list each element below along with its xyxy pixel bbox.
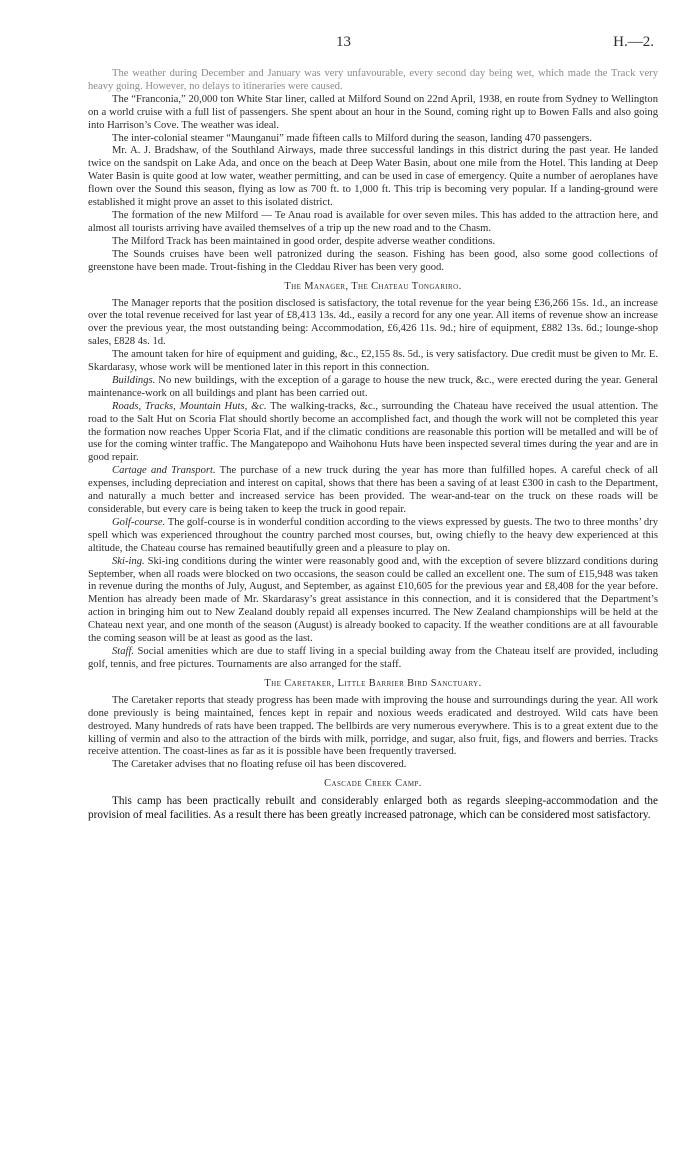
- paragraph: [88, 298, 658, 350]
- paragraph: [88, 465, 658, 517]
- paragraph-text: Ski-ing conditions during the winter were reasonably good and, with the exception of severe blizzard conditions during September, when all roads were blocked on two occasions, the season could be called an excellent one. The sum of £15,948 was taken in revenue during the months of July, August, and September, as against £10,605 for the previous year and £8,408 for the year before. Mention has already been made of Mr. Skardarasy’s great assistance in this connection, and it is considered that the Department’s action in bringing him out to New Zealand doubly repaid all expenses incurred. The New Zealand championships will be held at the Chateau next year, and one month of the season (August) is already booked to capacity. If the weather conditions are at all favourable the coming season will be at least as good as the last.: [88, 555, 658, 645]
- paragraph-subheading: Buildings.: [112, 374, 156, 386]
- page-number: 13: [336, 34, 351, 50]
- paragraph-text: The Manager reports that the position disclosed is satisfactory, the total revenue for the year being £36,266 15s. 1d., an increase over the total revenue received for last year of £8,413 13s. 4d., easily a record for any one year. All items of revenue show an increase over the previous year, the most outstanding being: Accommodation, £6,426 11s. 9d.; hire of equipment, £882 13s. 6d.; lounge-shop sales, £828 4s. 1d.: [88, 297, 658, 348]
- paragraph: [88, 556, 658, 646]
- paragraph: [88, 145, 658, 210]
- paragraph-text: The Caretaker reports that steady progress has been made with improving the house and surroundings during the year. All work done previously is being maintained, fences kept in repair and noxious weeds eradicated and destroyed. Wild cats have been destroyed. Many hundreds of rats have been trapped. The bellbirds are very numerous everywhere. This is to a great extent due to the killing of vermin and also to the attraction of the birds with milk, porridge, and sugar, also fruit, figs, and flowers and berries. Tracks receive attention. The coast-lines as far as it is possible have been frequently traversed.: [88, 694, 658, 758]
- paragraph: [88, 210, 658, 236]
- paragraph-subheading: Roads, Tracks, Mountain Huts, &c.: [112, 400, 267, 412]
- final-section: [88, 795, 658, 822]
- paragraph-text: The inter-colonial steamer “Maunganui” made fifteen calls to Milford during the season, landing 470 passengers.: [112, 132, 592, 144]
- paragraph: [88, 236, 658, 249]
- body-text: [88, 68, 658, 822]
- paragraph-text: The Caretaker advises that no floating refuse oil has been discovered.: [112, 759, 407, 771]
- paragraph-subheading: Staff.: [112, 645, 135, 657]
- paragraph: [88, 759, 658, 772]
- paragraph-text: The “Franconia,” 20,000 ton White Star liner, called at Milford Sound on 22nd April, 1938, en route from Sydney to Wellington on a world cruise with a full list of passengers. She spent about an hour in the Sound, coming right up to Bowen Falls and also going into Harrison’s Cove. The weather was ideal.: [88, 93, 658, 131]
- paragraph: [88, 795, 658, 822]
- paragraph-text: The Sounds cruises have been well patronized during the season. Fishing has been good, also some good collections of greenstone have been made. Trout-fishing in the Cleddau River has been very good.: [88, 248, 658, 273]
- paragraph-text: The amount taken for hire of equipment and guiding, &c., £2,155 8s. 5d., is very satisfactory. Due credit must be given to Mr. E. Skardarasy, whose work will be mentioned later in this report in this connection.: [88, 349, 658, 374]
- paragraph: [88, 517, 658, 556]
- paragraph-text: The purchase of a new truck during the year has more than fulfilled hopes. A careful check of all expenses, including depreciation and interest on capital, shows that there has been a saving of at least £300 in cash to the Department, and naturally a much better and increased service has been provided. The wear-and-tear on the truck on these roads will be considerable, but every care is being taken to keep the truck in good repair.: [88, 465, 658, 515]
- paragraph-text: No new buildings, with the exception of a garage to house the new truck, &c., were erected during the year. General maintenance-work on all buildings and plant has been carried out.: [88, 374, 658, 399]
- paragraph-subheading: Ski-ing.: [112, 555, 145, 567]
- paragraph: [88, 249, 658, 275]
- paragraph: [88, 349, 658, 375]
- section-heading: The Caretaker, Little Barrier Bird Sanctuary.: [264, 677, 482, 689]
- paragraph-text: The weather during December and January was very unfavourable, every second day being wet, which made the Track very heavy going. However, no delays to itineraries were caused.: [88, 68, 658, 92]
- paragraph-text: The formation of the new Milford — Te Anau road is available for over seven miles. This has added to the attraction here, and almost all tourists arriving have availed themselves of a trip up the new road and to the Chasm.: [88, 209, 658, 234]
- section-heading: Cascade Creek Camp.: [324, 778, 422, 790]
- paragraph: [88, 695, 658, 760]
- section-heading: The Manager, The Chateau Tongariro.: [284, 280, 462, 292]
- paragraph-text: Mr. A. J. Bradshaw, of the Southland Airways, made three successful landings in this district during the past year. He landed twice on the sandspit on Lake Ada, and once on the beach at Deep Water Basin, about one mile from the Hotel. This landing at Deep Water Basin is quite good at low water, weather permitting, and can be used in case of emergency. Quite a number of aeroplanes have flown over the Sound this season, flying as low as 700 ft. to 1,000 ft. This trip is becoming very popular. If a landing-ground were established it might prove an asset to this isolated district.: [88, 145, 658, 209]
- paragraph: [88, 94, 658, 133]
- paragraph-text: The Milford Track has been maintained in good order, despite adverse weather conditions.: [112, 235, 496, 247]
- paragraph-text: The walking-tracks, &c., surrounding the Chateau have received the usual attention. The road to the Salt Hut on Scoria Flat should shortly become an accomplished fact, and though the work will not be completed this year the formation now reaches Upper Scoria Flat, and if the climatic conditions are reasonable this portion will be metalled and will be of use for the coming winter traffic. The Mangatepopo and Waihohonu Huts have been inspected several times during the year and are in good repair.: [88, 400, 658, 464]
- paragraph-subheading: Cartage and Transport.: [112, 465, 216, 477]
- paragraph-text: Social amenities which are due to staff living in a special building away from the Chateau itself are provided, including golf, tennis, and free pictures. Tournaments are also arranged for the staff.: [88, 645, 658, 670]
- paragraph-subheading: Golf-course.: [112, 516, 166, 528]
- page-header: [88, 34, 658, 60]
- paragraph-text: The golf-course is in wonderful condition according to the views expressed by guests. The two to three months’ dry spell which was experienced throughout the country parched most courses, but, owing chiefly to the heavy dew experienced at this altitude, the Chateau course has remained beautifully green and a pleasure to play on.: [88, 516, 658, 554]
- document-reference: H.—2.: [613, 34, 654, 50]
- paragraph: [88, 133, 658, 146]
- paragraph-text: This camp has been practically rebuilt and considerably enlarged both as regards sleeping-accommodation and the provision of meal facilities. As a result there has been greatly increased patronage, which can be considered most satisfactory.: [88, 795, 658, 821]
- paragraph: [88, 401, 658, 466]
- paragraph: [88, 375, 658, 401]
- paragraph: [88, 68, 658, 94]
- paragraph: [88, 646, 658, 672]
